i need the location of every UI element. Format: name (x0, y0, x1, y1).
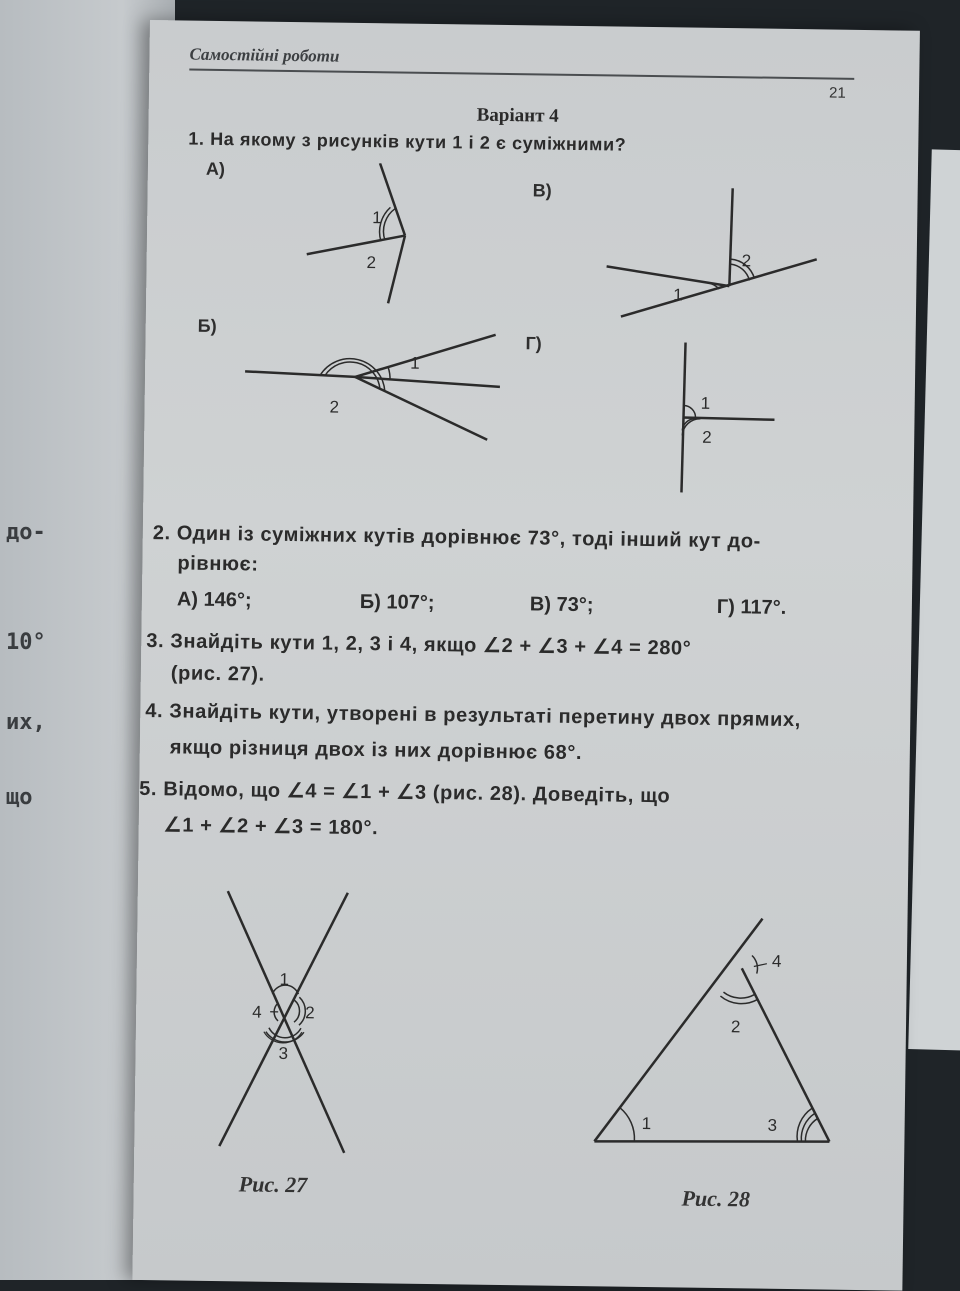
option-v-label: В) (533, 180, 552, 201)
q2-answer-b: Б) 107°; (360, 591, 435, 615)
figure-g (663, 342, 785, 504)
fig27-label-2: 2 (305, 1003, 315, 1022)
q2-answer-a: А) 146°; (177, 588, 252, 612)
fig-v-label-1: 1 (673, 285, 683, 304)
q2-answer-g: Г) 117°. (717, 596, 787, 620)
fig-g-label-1: 1 (701, 394, 711, 413)
figure-a (296, 162, 428, 314)
figure-28-caption: Рис. 28 (681, 1186, 750, 1213)
question-3-line2: (рис. 27). (171, 662, 265, 686)
section-title: Самостійні роботи (189, 45, 339, 67)
option-g-label: Г) (525, 333, 541, 354)
left-fragment-4: що (6, 785, 33, 810)
question-2-line1: 2. Один із суміжних кутів дорівнює 73°, тоді інший кут до- (153, 522, 761, 553)
figure-27-caption: Рис. 27 (239, 1171, 308, 1198)
figure-b (239, 321, 511, 455)
fig-g-label-2: 2 (702, 428, 712, 447)
left-fragment-2: 10° (6, 630, 46, 655)
question-5-line2: ∠1 + ∠2 + ∠3 = 180°. (164, 812, 379, 840)
fig27-label-4: 4 (252, 1003, 262, 1022)
question-4-line2: якщо різниця двох із них дорівнює 68°. (170, 736, 583, 765)
question-1-text: 1. На якому з рисунків кути 1 і 2 є суміжними? (188, 129, 626, 156)
figure-v (601, 186, 823, 329)
option-b-label: Б) (198, 316, 217, 337)
fig28-label-2: 2 (731, 1017, 741, 1036)
variant-title: Варіант 4 (477, 105, 559, 128)
header-rule (189, 69, 854, 80)
page-number: 21 (829, 84, 846, 101)
fig28-label-1: 1 (642, 1114, 652, 1133)
fig27-label-1: 1 (279, 970, 289, 989)
left-fragment-1: до- (6, 520, 46, 545)
question-3-line1: 3. Знайдіть кути 1, 2, 3 і 4, якщо ∠2 + ∠3 + ∠4 = 280° (146, 628, 691, 661)
fig-a-label-1: 1 (372, 208, 382, 227)
question-4-line1: 4. Знайдіть кути, утворені в результаті перетину двох прямих, (145, 700, 801, 732)
figure-28 (589, 906, 852, 1160)
fig-b-label-1: 1 (410, 354, 420, 373)
fig28-label-4: 4 (772, 952, 782, 971)
fig-b-label-2: 2 (329, 398, 339, 417)
fig-a-label-2: 2 (367, 253, 377, 272)
left-fragment-3: их, (6, 710, 46, 735)
question-2-line2: рівнює: (177, 552, 258, 576)
option-a-label: А) (206, 159, 225, 180)
q2-answer-v: В) 73°; (530, 593, 594, 617)
book-page (132, 20, 920, 1291)
question-5-line1: 5. Відомо, що ∠4 = ∠1 + ∠3 (рис. 28). Доведіть, що (139, 776, 670, 808)
fig-v-label-2: 2 (742, 251, 752, 270)
fig28-label-3: 3 (767, 1116, 777, 1135)
fig27-label-3: 3 (278, 1044, 288, 1063)
figure-27 (204, 881, 368, 1163)
